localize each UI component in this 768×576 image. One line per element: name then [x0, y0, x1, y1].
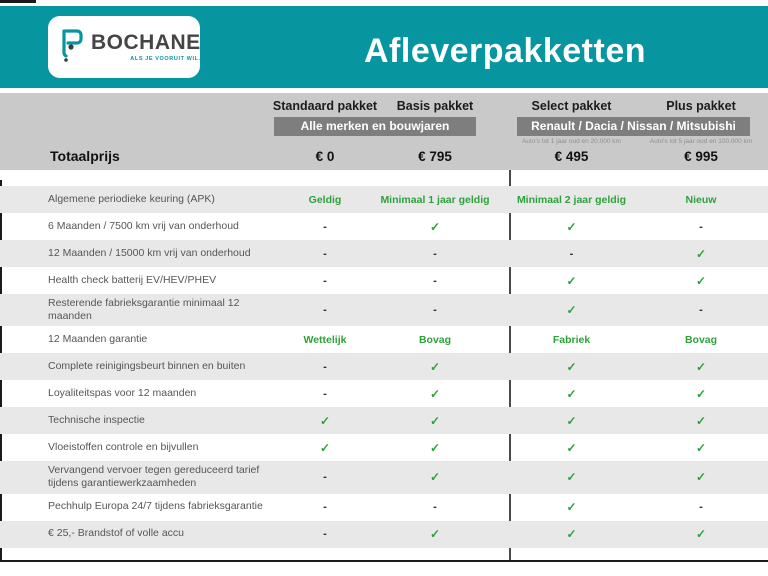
header-banner: [0, 6, 768, 88]
plus-pakket-note: Auto's tot 5 jaar oud en 100.000 km: [649, 138, 753, 145]
table-row: [0, 521, 768, 548]
check-icon: ✓: [695, 359, 707, 374]
check-icon: ✓: [429, 470, 441, 485]
feature-value: Wettelijk: [303, 333, 347, 346]
feature-label: € 25,- Brandstof of volle accu: [48, 527, 184, 540]
group-badge-all-brands: Alle merken en bouwjaren: [274, 117, 476, 136]
feature-value: Bovag: [418, 333, 452, 346]
column-header-plus: Plus pakket: [666, 99, 736, 113]
dash-mark: -: [323, 247, 327, 260]
bochane-logo-icon: [56, 25, 86, 70]
check-icon: ✓: [566, 303, 577, 318]
feature-label: Loyaliteitspas voor 12 maanden: [48, 387, 197, 400]
page-edge-mark: [0, 0, 36, 3]
check-icon: ✓: [566, 527, 577, 541]
dash-mark: -: [323, 220, 327, 233]
feature-value: Minimaal 1 jaar geldig: [380, 193, 490, 206]
dash-mark: -: [433, 304, 437, 317]
check-icon: ✓: [429, 219, 441, 234]
price-standaard: € 0: [315, 148, 335, 164]
price-basis: € 795: [418, 148, 452, 164]
feature-label: Vloeistoffen controle en bijvullen: [48, 441, 199, 454]
dash-mark: -: [569, 247, 574, 260]
feature-label: Complete reinigingsbeurt binnen en buiten: [48, 360, 246, 373]
bottom-rule: [0, 560, 768, 562]
check-icon: ✓: [695, 386, 707, 401]
table-row: [0, 240, 768, 267]
feature-label: Technische inspectie: [48, 414, 145, 427]
dash-mark: -: [699, 501, 703, 513]
feature-value: Bovag: [684, 333, 718, 346]
dash-mark: -: [699, 304, 703, 317]
feature-label: 12 Maanden / 15000 km vrij van onderhoud: [48, 246, 251, 259]
group-badge-renault-group: Renault / Dacia / Nissan / Mitsubishi: [517, 117, 750, 136]
table-row: [0, 326, 768, 353]
column-notes-row: [0, 138, 768, 145]
dash-mark: -: [323, 387, 327, 400]
feature-value: Minimaal 2 jaar geldig: [516, 193, 627, 206]
brand-name: BOCHANE: [91, 31, 201, 54]
feature-value: Geldig: [308, 193, 342, 206]
check-icon: ✓: [566, 440, 577, 455]
check-icon: ✓: [566, 386, 577, 401]
check-icon: ✓: [319, 413, 331, 428]
check-icon: ✓: [566, 470, 577, 485]
dash-mark: -: [323, 528, 327, 540]
dash-mark: -: [699, 220, 703, 233]
check-icon: ✓: [695, 527, 707, 541]
price-plus: € 995: [684, 148, 718, 164]
check-icon: ✓: [429, 359, 441, 374]
group-badges-row: [0, 117, 768, 136]
dash-mark: -: [433, 501, 437, 513]
column-header-basis: Basis pakket: [396, 99, 474, 113]
price-select: € 495: [554, 148, 589, 164]
check-icon: ✓: [695, 440, 707, 455]
table-row: [0, 186, 768, 213]
dash-mark: -: [323, 304, 327, 317]
column-header-select: Select pakket: [531, 99, 612, 113]
dash-mark: -: [323, 501, 327, 513]
check-icon: ✓: [566, 359, 577, 374]
feature-label: Health check batterij EV/HEV/PHEV: [48, 273, 217, 286]
table-row: [0, 407, 768, 434]
table-row: [0, 434, 768, 461]
check-icon: ✓: [319, 440, 331, 455]
feature-label: 6 Maanden / 7500 km vrij van onderhoud: [48, 219, 239, 232]
check-icon: ✓: [566, 219, 577, 234]
feature-label: Algemene periodieke keuring (APK): [48, 192, 215, 205]
feature-label: 12 Maanden garantie: [48, 333, 148, 346]
table-row: [0, 461, 768, 493]
table-row: [0, 353, 768, 380]
check-icon: ✓: [566, 413, 577, 428]
table-row: [0, 294, 768, 326]
check-icon: ✓: [695, 246, 707, 261]
check-icon: ✓: [429, 440, 441, 455]
check-icon: ✓: [566, 500, 577, 514]
table-row: [0, 267, 768, 294]
feature-label: Resterende fabrieksgarantie minimaal 12 maanden: [48, 297, 240, 323]
column-headers-row: [0, 93, 768, 113]
table-header-band: [0, 93, 768, 170]
table-row: [0, 494, 768, 521]
check-icon: ✓: [695, 273, 707, 288]
total-price-row: [0, 148, 768, 164]
dash-mark: -: [433, 274, 437, 287]
feature-label: Pechhulp Europa 24/7 tijdens fabrieksgarantie: [48, 500, 263, 513]
logo-text: [91, 32, 201, 62]
check-icon: ✓: [429, 413, 441, 428]
dash-mark: -: [323, 360, 327, 373]
check-icon: ✓: [566, 273, 577, 288]
table-row: [0, 213, 768, 240]
feature-value: Nieuw: [685, 193, 717, 206]
feature-value: Fabriek: [552, 333, 591, 346]
feature-label: Vervangend vervoer tegen gereduceerd tarief tijdens garantiewerkzaamheden: [48, 464, 260, 490]
page-title: Afleverpakketten: [363, 32, 647, 70]
select-pakket-note: Auto's tot 1 jaar oud en 20.000 km: [522, 138, 621, 145]
dash-mark: -: [323, 274, 327, 287]
brand-logo: [48, 16, 200, 78]
feature-rows: [0, 186, 768, 548]
check-icon: ✓: [695, 413, 707, 428]
brand-tagline: ALS JE VOORUIT WIL.: [130, 56, 201, 62]
dash-mark: -: [433, 247, 437, 260]
table-row: [0, 380, 768, 407]
total-price-label: Totaalprijs: [50, 148, 120, 164]
column-header-standaard: Standaard pakket: [272, 99, 378, 113]
dash-mark: -: [323, 471, 327, 484]
check-icon: ✓: [429, 527, 441, 541]
check-icon: ✓: [429, 386, 441, 401]
check-icon: ✓: [695, 470, 707, 485]
